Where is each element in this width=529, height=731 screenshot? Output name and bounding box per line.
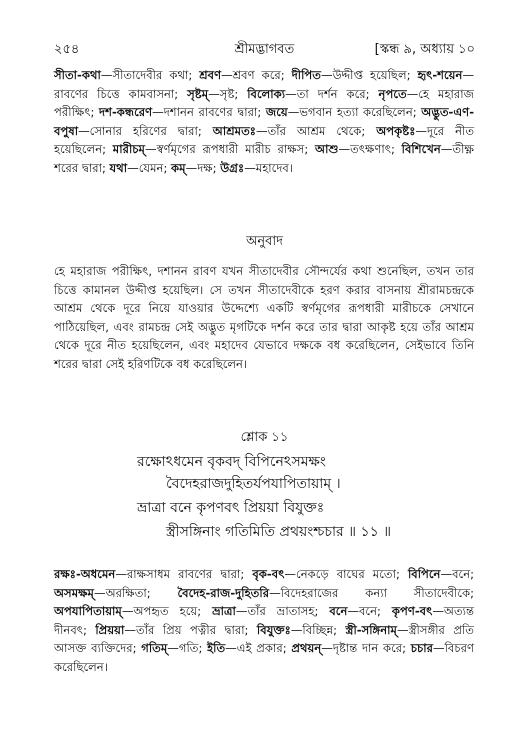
synonym-word: জয়ে xyxy=(265,105,288,120)
synonym-word: সৃষ্টম্ xyxy=(187,86,209,101)
synonym-word: প্রিয়য়া xyxy=(95,622,125,637)
synonym-meaning: সৃষ্ট; xyxy=(219,86,239,101)
synonym-word: দশ-কন্ধরেণ xyxy=(99,105,153,120)
synonym-word: উগ্রঃ xyxy=(220,160,245,175)
synonym-meaning: যেমন; xyxy=(138,160,168,175)
translation-heading: অনুবাদ xyxy=(246,234,283,249)
synonym-meaning: রাবণের চিত্তে কামবাসনা; xyxy=(54,86,179,101)
synonym-meaning: শ্রবণ করে; xyxy=(232,68,285,82)
synonym-meaning: গতি; xyxy=(178,641,203,656)
synonym-word: মারীচম্ xyxy=(112,142,145,157)
synonym-meaning: দক্ষ; xyxy=(197,160,217,175)
synonym-meaning: তৎক্ষণাৎ; xyxy=(350,142,395,157)
synonym-meaning: স্বর্ণমৃগের রূপধারী মারীচ রাক্ষস; xyxy=(156,142,309,157)
synonym-word: সীতা-কথা xyxy=(54,68,101,82)
synonym-meaning: দৃষ্টান্ত দান করে; xyxy=(332,641,407,656)
synonym-word: কৃপণ-বৎ xyxy=(391,604,433,619)
synonym-word: অদ্ভুত-এণ-বপুষা xyxy=(54,105,475,138)
synonym-meaning: বিচ্ছিন্ন; xyxy=(302,622,338,637)
verse-line-1: রক্ষোঽধমেন বৃকবদ্ বিপিনেঽসমক্ষং xyxy=(137,454,326,470)
synonym-word: আশু xyxy=(315,142,339,157)
page-header xyxy=(54,40,475,58)
synonym-meaning: বিদেহরাজের কন্যা সীতাদেবীকে; xyxy=(280,585,474,600)
verse-line-3: ভ্রাত্রা বনে কৃপণবৎ প্রিয়য়া বিযুক্তঃ xyxy=(137,500,325,516)
synonym-meaning: হে মহারাজ পরীক্ষিৎ; xyxy=(54,86,475,120)
synonym-meaning: রাক্ষসাধম রাবণের দ্বারা; xyxy=(126,567,245,581)
synonym-word: চচার xyxy=(410,641,434,656)
synonym-meaning: তাঁর প্রিয় পত্নীর দ্বারা; xyxy=(135,622,249,637)
synonym-word: প্রথয়ন্ xyxy=(291,641,322,656)
synonym-word: কম্ xyxy=(171,160,186,175)
synonym-word: বিশিখেন xyxy=(401,142,441,157)
synonym-word: দীপিত xyxy=(291,68,321,82)
synonym-word: ভ্রাত্রা xyxy=(212,604,236,619)
synonym-meaning: তা দর্শন করে; xyxy=(296,86,370,101)
synonym-meaning: সোনার হরিণের দ্বারা; xyxy=(89,123,202,138)
synonym-meaning: উদ্দীপ্ত হয়েছিল; xyxy=(332,68,411,82)
synonym-meaning: অরক্ষিতা; xyxy=(105,585,151,600)
synonym-meaning: ভগবান হত্যা করেছিলেন; xyxy=(299,105,417,120)
translation-text: হে মহারাজ পরীক্ষিৎ, দশানন রাবণ যখন সীতাদেবীর সৌন্দর্যের কথা শুনেছিল, তখন তার চিত্তে কামানল উদ্দীপ্ত হয়েছিল। সে তখন সীতাদেবীকে হরণ করার বাসনায় শ্রীরামচন্দ্রকে আশ্রম থেকে দূরে নিয়ে যাওয়ার উদ্দেশ্যে একটি স্বর্ণমৃগের রূপধারী মারীচকে সেখানে পাঠিয়েছিল, এবং রামচন্দ্র সেই অদ্ভুত মৃগটিকে দর্শন করে তার দ্বারা আকৃষ্ট হয়ে তাঁর আশ্রম থেকে দূরে নীত হয়েছিলেন, এবং মহাদেব যেভাবে দক্ষকে বধ করেছিলেন, সেইভাবে তিনি শরের দ্বারা সেই হরিণটিকে বধ করেছিলেন। xyxy=(54,264,474,371)
synonym-word: রক্ষঃ-অধমেন xyxy=(54,567,116,581)
synonym-word: বনে xyxy=(329,604,348,619)
synonym-word: বিলোক্য xyxy=(247,86,286,101)
synonyms-section-1: সীতা-কথা—সীতাদেবীর কথা; শ্রবণ—শ্রবণ করে; দীপিত—উদ্দীপ্ত হয়েছিল; হৃৎ-শয়েন—রাবণের চিত্তে কামবাসনা; সৃষ্টম্—সৃষ্ট; বিলোক্য—তা দর্শন করে; নৃপতে—হে মহারাজ পরীক্ষিৎ; দশ-কন্ধরেণ—দশানন রাবণের দ্বারা; জয়ে—ভগবান হত্যা করেছিলেন; অদ্ভুত-এণ-বপুষা—সোনার হরিণের দ্বারা; আশ্রমতঃ—তাঁর আশ্রম থেকে; অপকৃষ্টঃ—দূরে নীত হয়েছিলেন; মারীচম্—স্বর্ণমৃগের রূপধারী মারীচ রাক্ষস; আশু—তৎক্ষণাৎ; বিশিখেন—তীক্ষ্ণ শরের দ্বারা; যথা—যেমন; কম্—দক্ষ; উগ্রঃ—মহাদেব। xyxy=(54,68,475,175)
synonym-meaning: অত্যন্ত দীনবৎ; xyxy=(54,604,474,637)
synonym-meaning: তাঁর ভ্রাতাসহ; xyxy=(247,604,319,619)
synonym-meaning: দূরে নীত হয়েছিলেন; xyxy=(54,123,475,157)
synonym-word: গতিম্ xyxy=(141,641,168,656)
synonym-word: বৃক-বৎ xyxy=(252,567,285,581)
synonym-word: ইতি xyxy=(207,641,226,656)
synonym-word: হৃৎ-শয়েন xyxy=(417,68,463,82)
verse-number: শ্লোক ১১ xyxy=(240,430,289,445)
synonym-word: শ্রবণ xyxy=(199,68,222,82)
synonym-meaning: বিচরণ করেছিলেন। xyxy=(54,641,475,674)
synonym-word: বিপিনে xyxy=(407,567,441,581)
verse-line-4: স্ত্রীসঙ্গিনাং গতিমিতি প্রথয়ংশ্চচার ॥ ১১ ॥ xyxy=(166,524,392,540)
synonym-word: অসমক্ষম্ xyxy=(54,585,94,600)
synonym-meaning: এই প্রকার; xyxy=(236,641,287,656)
page-number: ২৫৪ xyxy=(54,42,80,57)
synonym-meaning: তীক্ষ্ণ শরের দ্বারা; xyxy=(54,142,475,175)
synonyms-section-2: রক্ষঃ-অধমেন—রাক্ষসাধম রাবণের দ্বারা; বৃক-বৎ—নেকড়ে বাঘের মতো; বিপিনে—বনে; অসমক্ষম্—অরক্ষিতা; বৈদেহ-রাজ-দুহিতরি—বিদেহরাজের কন্যা সীতাদেবীকে; অপযাপিতায়াম্—অপহৃত হয়ে; ভ্রাত্রা—তাঁর ভ্রাতাসহ; বনে—বনে; কৃপণ-বৎ—অত্যন্ত দীনবৎ; প্রিয়য়া—তাঁর প্রিয় পত্নীর দ্বারা; বিযুক্তঃ—বিচ্ছিন্ন; স্ত্রী-সঙ্গিনাম্—স্ত্রীসঙ্গীর প্রতি আসক্ত ব্যক্তিদের; গতিম্—গতি; ইতি—এই প্রকার; প্রথয়ন্—দৃষ্টান্ত দান করে; চচার—বিচরণ করেছিলেন। xyxy=(54,567,475,674)
synonym-word: অপকৃষ্টঃ xyxy=(376,123,416,138)
synonym-meaning: বনে; xyxy=(358,604,381,619)
synonym-meaning: মহাদেব। xyxy=(255,160,294,175)
synonym-word: অপযাপিতায়াম্ xyxy=(54,604,122,619)
synonym-meaning: নেকড়ে বাঘের মতো; xyxy=(295,567,400,581)
synonym-meaning: দশানন রাবণের দ্বারা; xyxy=(163,105,262,120)
synonym-word: নৃপতে xyxy=(378,86,407,101)
verse-line-2: বৈদেহরাজদুহিতর্যপযাপিতায়াম্ । xyxy=(166,476,341,492)
synonym-word: আশ্রমতঃ xyxy=(212,123,256,138)
synonym-word: বিযুক্তঃ xyxy=(256,622,291,637)
synonym-meaning: বনে; xyxy=(452,567,475,581)
synonym-word: যথা xyxy=(109,160,128,175)
book-title: শ্রীমদ্ভাগবত xyxy=(234,42,295,57)
synonym-meaning: স্ত্রীসঙ্গীর প্রতি আসক্ত ব্যক্তিদের; xyxy=(54,622,475,656)
synonym-meaning: সীতাদেবীর কথা; xyxy=(112,68,193,82)
chapter-reference: [স্কন্ধ ৯, অধ্যায় ১০ xyxy=(374,42,475,57)
synonym-word: বৈদেহ-রাজ-দুহিতরি xyxy=(177,585,270,600)
synonym-meaning: তাঁর আশ্রম থেকে; xyxy=(267,123,366,138)
synonym-meaning: অপহৃত হয়ে; xyxy=(133,604,202,619)
synonym-word: স্ত্রী-সঙ্গিনাম্ xyxy=(345,622,397,637)
